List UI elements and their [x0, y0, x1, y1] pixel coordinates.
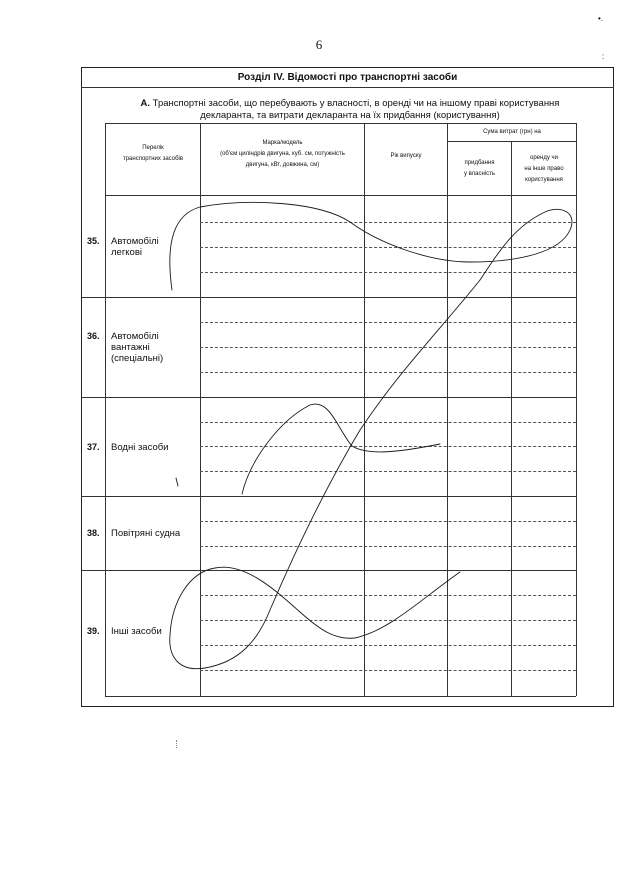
subsection-heading: [110, 98, 590, 122]
row-number-37: 37.: [87, 442, 100, 452]
header-rent-line-2: на інше право: [524, 166, 564, 172]
row-line: [200, 247, 576, 248]
header-rent-line-1: оренду чи: [530, 155, 558, 161]
page-number: 6: [315, 37, 323, 52]
header-make-model-line-1: Марка/модель: [262, 140, 303, 146]
row-number-35: 35.: [87, 236, 100, 246]
stray-mark: [176, 740, 177, 748]
header-year: Рік випуску: [390, 153, 422, 159]
subsection-line-1: Транспортні засоби, що перебувають у власності, в оренді чи на іншому праві користування: [152, 98, 560, 109]
row-line: [200, 620, 576, 621]
row-label-trucks-line-1: Автомобілі: [111, 331, 159, 342]
row-label-cars-line-2: легкові: [111, 247, 142, 258]
header-vehicle-list: [106, 143, 200, 165]
header-purchase-line-2: у власність: [463, 171, 496, 177]
section-title: Розділ IV. Відомості про транспортні засоби: [237, 72, 458, 83]
row-group-divider: [81, 397, 576, 398]
table-top-border: [105, 123, 576, 124]
row-label-aircraft: Повітряні судна: [111, 528, 181, 539]
row-number-36: 36.: [87, 331, 100, 341]
col-divider-1: [200, 123, 201, 696]
header-make-model-line-2: (об'єм циліндрів двигуна, куб. см, потужність: [220, 151, 345, 157]
row-number-39: 39.: [87, 626, 100, 636]
header-vehicle-list-line-1: Перелік: [142, 145, 164, 151]
table-bottom-border: [105, 696, 576, 697]
row-line: [200, 521, 576, 522]
row-number-38: 38.: [87, 528, 100, 538]
header-make-model-line-3: двигуна, кВт, довжина, см): [245, 162, 320, 168]
row-label-other: Інші засоби: [111, 626, 162, 637]
row-line: [200, 670, 576, 671]
header-expense-sum: Сума витрат (грн) на: [483, 129, 541, 135]
row-line: [200, 422, 576, 423]
table-right-border: [576, 123, 577, 696]
row-line: [200, 546, 576, 547]
row-line: [200, 272, 576, 273]
header-rent: [512, 153, 576, 186]
row-line: [200, 322, 576, 323]
header-make-model: [201, 138, 364, 171]
header-vehicle-list-line-2: транспортних засобів: [122, 156, 184, 162]
table-left-border: [105, 123, 106, 696]
margin-mark-side: :: [602, 52, 605, 61]
col-divider-3: [447, 123, 448, 696]
row-line: [200, 446, 576, 447]
row-label-trucks-line-3: (спеціальні): [111, 353, 164, 364]
row-line: [200, 372, 576, 373]
header-rent-line-3: користування: [525, 177, 563, 183]
row-group-divider: [81, 570, 576, 571]
title-divider: [81, 87, 614, 88]
row-label-cars-line-1: Автомобілі: [111, 236, 159, 247]
row-label-watercraft: Водні засоби: [111, 442, 169, 453]
header-purchase: [448, 158, 511, 180]
row-line: [200, 471, 576, 472]
row-line: [200, 222, 576, 223]
row-line: [200, 347, 576, 348]
subsection-line-2: декларанта, та витрати декларанта на їх придбання (користування): [200, 110, 500, 121]
row-line: [200, 595, 576, 596]
row-line: [200, 645, 576, 646]
row-group-divider: [81, 496, 576, 497]
row-label-cars: [111, 236, 199, 258]
margin-mark-top: •.: [598, 14, 604, 23]
col-divider-4: [511, 141, 512, 696]
table-header-bottom: [105, 195, 576, 196]
row-label-trucks-line-2: вантажні: [111, 342, 150, 353]
row-group-divider: [81, 297, 576, 298]
row-label-trucks: [111, 331, 199, 364]
col-divider-2: [364, 123, 365, 696]
subsection-letter: А.: [140, 98, 151, 109]
header-purchase-line-1: придбання: [464, 160, 495, 166]
